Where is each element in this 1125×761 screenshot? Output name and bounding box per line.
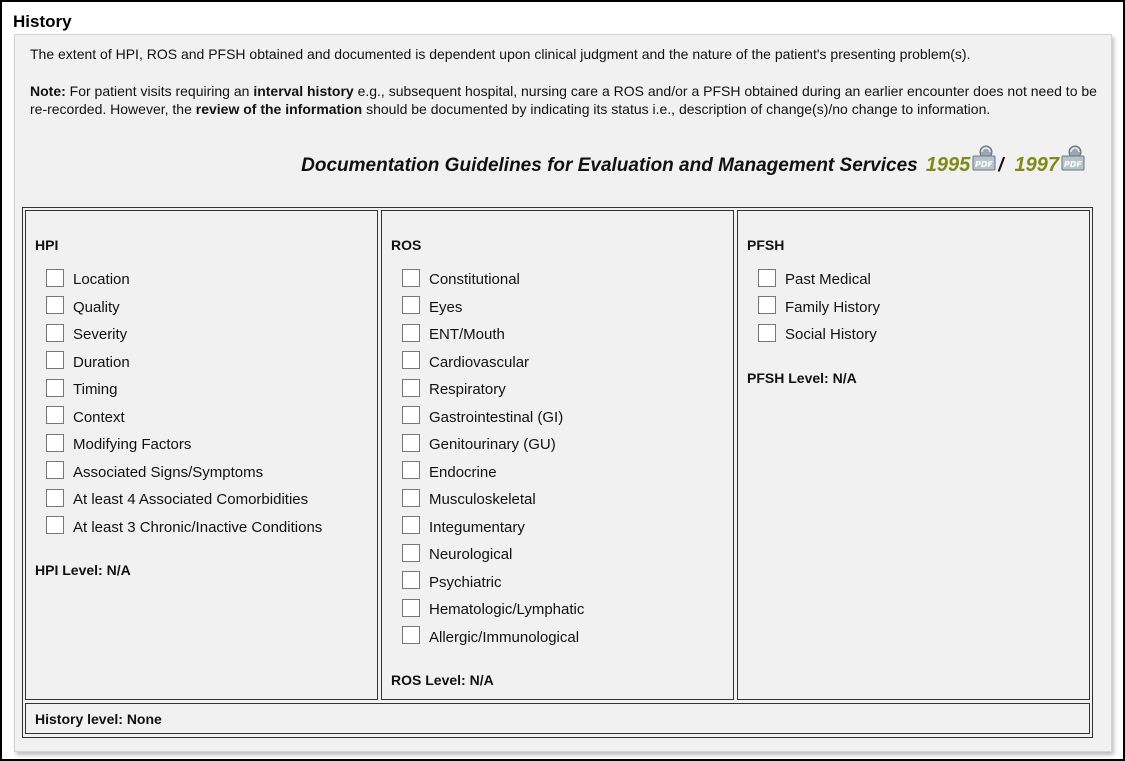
checkbox[interactable] xyxy=(46,434,64,452)
checkbox[interactable] xyxy=(758,269,776,287)
pfsh-column xyxy=(737,210,1090,700)
history-grid xyxy=(22,207,1093,738)
checkbox[interactable] xyxy=(758,324,776,342)
checkbox-label: Integumentary xyxy=(429,518,525,536)
ros-level: ROS Level: N/A xyxy=(391,672,494,688)
checkbox-label: Endocrine xyxy=(429,463,497,481)
guidelines-1997-link[interactable]: 1997 xyxy=(1014,154,1059,176)
pfsh-level: PFSH Level: N/A xyxy=(747,369,857,386)
checkbox-item[interactable] xyxy=(35,349,377,377)
checkbox-item[interactable] xyxy=(747,321,1089,349)
guidelines-title: Documentation Guidelines for Evaluation and Management Services xyxy=(301,155,918,176)
hpi-column xyxy=(25,210,378,700)
checkbox-item[interactable] xyxy=(391,431,733,459)
checkbox[interactable] xyxy=(402,599,420,617)
checkbox-item[interactable] xyxy=(747,294,1089,322)
checkbox[interactable] xyxy=(402,434,420,452)
pfsh-list xyxy=(747,266,1089,349)
checkbox-label: Neurological xyxy=(429,546,513,564)
history-level: History level: None xyxy=(25,703,1090,734)
pdf-icon[interactable] xyxy=(1061,145,1085,171)
checkbox[interactable] xyxy=(402,544,420,562)
checkbox-label: ENT/Mouth xyxy=(429,326,505,344)
checkbox-label: Severity xyxy=(73,326,128,344)
note-part1: For patient visits requiring an xyxy=(65,83,254,99)
checkbox-item[interactable] xyxy=(391,596,733,624)
ros-list xyxy=(391,266,733,651)
checkbox-item[interactable] xyxy=(35,431,377,459)
checkbox-item[interactable] xyxy=(391,486,733,514)
section-title: History xyxy=(13,12,72,31)
checkbox[interactable] xyxy=(758,296,776,314)
intro-text: The extent of HPI, ROS and PFSH obtained and documented is dependent upon clinical judgment and the nature of the patient's presenting problem(s). xyxy=(30,46,971,62)
checkbox-item[interactable] xyxy=(391,541,733,569)
svg-text:PDF: PDF xyxy=(975,160,994,169)
checkbox-label: Quality xyxy=(73,298,120,316)
checkbox[interactable] xyxy=(402,516,420,534)
checkbox-label: Genitourinary (GU) xyxy=(429,436,556,454)
checkbox[interactable] xyxy=(402,379,420,397)
checkbox-label: Hematologic/Lymphatic xyxy=(429,601,585,619)
checkbox[interactable] xyxy=(46,461,64,479)
checkbox-item[interactable] xyxy=(391,569,733,597)
checkbox[interactable] xyxy=(402,324,420,342)
checkbox[interactable] xyxy=(402,461,420,479)
history-panel xyxy=(14,34,1112,752)
checkbox-label: Eyes xyxy=(429,298,463,316)
note-bold-interval-history: interval history xyxy=(253,83,354,99)
checkbox[interactable] xyxy=(402,571,420,589)
checkbox-item[interactable] xyxy=(35,404,377,432)
checkbox-item[interactable] xyxy=(391,624,733,652)
checkbox-item[interactable] xyxy=(35,486,377,514)
checkbox-label: Family History xyxy=(785,298,881,316)
checkbox[interactable] xyxy=(402,626,420,644)
checkbox-label: Musculoskeletal xyxy=(429,491,536,509)
checkbox-label: Respiratory xyxy=(429,381,506,399)
checkbox-label: Allergic/Immunological xyxy=(429,628,580,646)
checkbox-label: Constitutional xyxy=(429,271,520,289)
checkbox[interactable] xyxy=(46,379,64,397)
checkbox-label: Context xyxy=(73,408,125,426)
hpi-title: HPI xyxy=(35,237,59,253)
checkbox[interactable] xyxy=(46,351,64,369)
hpi-list xyxy=(35,266,377,541)
svg-text:PDF: PDF xyxy=(1064,160,1082,169)
checkbox[interactable] xyxy=(46,269,64,287)
hpi-level: HPI Level: N/A xyxy=(35,562,131,578)
note-label: Note: xyxy=(30,83,66,99)
checkbox[interactable] xyxy=(46,489,64,507)
checkbox-label: At least 4 Associated Comorbidities xyxy=(73,491,309,509)
checkbox[interactable] xyxy=(402,296,420,314)
checkbox[interactable] xyxy=(402,351,420,369)
checkbox-item[interactable] xyxy=(747,266,1089,294)
checkbox-label: Associated Signs/Symptoms xyxy=(73,463,264,481)
checkbox[interactable] xyxy=(402,269,420,287)
pfsh-title: PFSH xyxy=(747,237,785,253)
checkbox-label: Gastrointestinal (GI) xyxy=(429,408,564,426)
ros-column xyxy=(381,210,734,700)
checkbox-item[interactable] xyxy=(391,514,733,542)
checkbox-item[interactable] xyxy=(35,514,377,542)
checkbox-label: Cardiovascular xyxy=(429,353,530,371)
checkbox-item[interactable] xyxy=(391,321,733,349)
checkbox-item[interactable] xyxy=(391,459,733,487)
history-columns xyxy=(25,210,1090,700)
checkbox[interactable] xyxy=(402,406,420,424)
checkbox[interactable] xyxy=(402,489,420,507)
checkbox[interactable] xyxy=(46,406,64,424)
checkbox-label: Psychiatric xyxy=(429,573,502,591)
checkbox-label: Location xyxy=(73,271,130,289)
note-part3: should be documented by indicating its status i.e., description of change(s)/no change to information. xyxy=(362,101,991,117)
checkbox-item[interactable] xyxy=(391,376,733,404)
ros-title: ROS xyxy=(391,237,422,253)
checkbox-item[interactable] xyxy=(391,266,733,294)
note-part2: e.g., subsequent hospital, nursing care a ROS and/or a PFSH obtained during an earlier encounter does not need to be re-recorded. However, the xyxy=(30,83,1097,117)
checkbox[interactable] xyxy=(46,516,64,534)
checkbox-label: Duration xyxy=(73,353,130,371)
checkbox-item[interactable] xyxy=(391,294,733,322)
checkbox-item[interactable] xyxy=(35,266,377,294)
checkbox-item[interactable] xyxy=(35,321,377,349)
checkbox-label: Timing xyxy=(73,381,118,399)
checkbox-item[interactable] xyxy=(35,459,377,487)
checkbox-item[interactable] xyxy=(391,404,733,432)
checkbox-label: At least 3 Chronic/Inactive Conditions xyxy=(73,518,323,536)
note-text xyxy=(30,82,1100,118)
checkbox-item[interactable] xyxy=(35,376,377,404)
checkbox-label: Social History xyxy=(785,326,877,344)
checkbox[interactable] xyxy=(46,296,64,314)
guidelines-line xyxy=(301,151,1085,177)
note-bold-review: review of the information xyxy=(195,101,363,117)
checkbox-item[interactable] xyxy=(35,294,377,322)
checkbox-label: Modifying Factors xyxy=(73,436,192,454)
checkbox[interactable] xyxy=(46,324,64,342)
checkbox-label: Past Medical xyxy=(785,271,871,289)
checkbox-item[interactable] xyxy=(391,349,733,377)
guidelines-1995-link[interactable]: 1995 xyxy=(925,154,971,176)
pdf-icon[interactable] xyxy=(972,145,996,171)
guidelines-separator: / xyxy=(998,155,1004,176)
